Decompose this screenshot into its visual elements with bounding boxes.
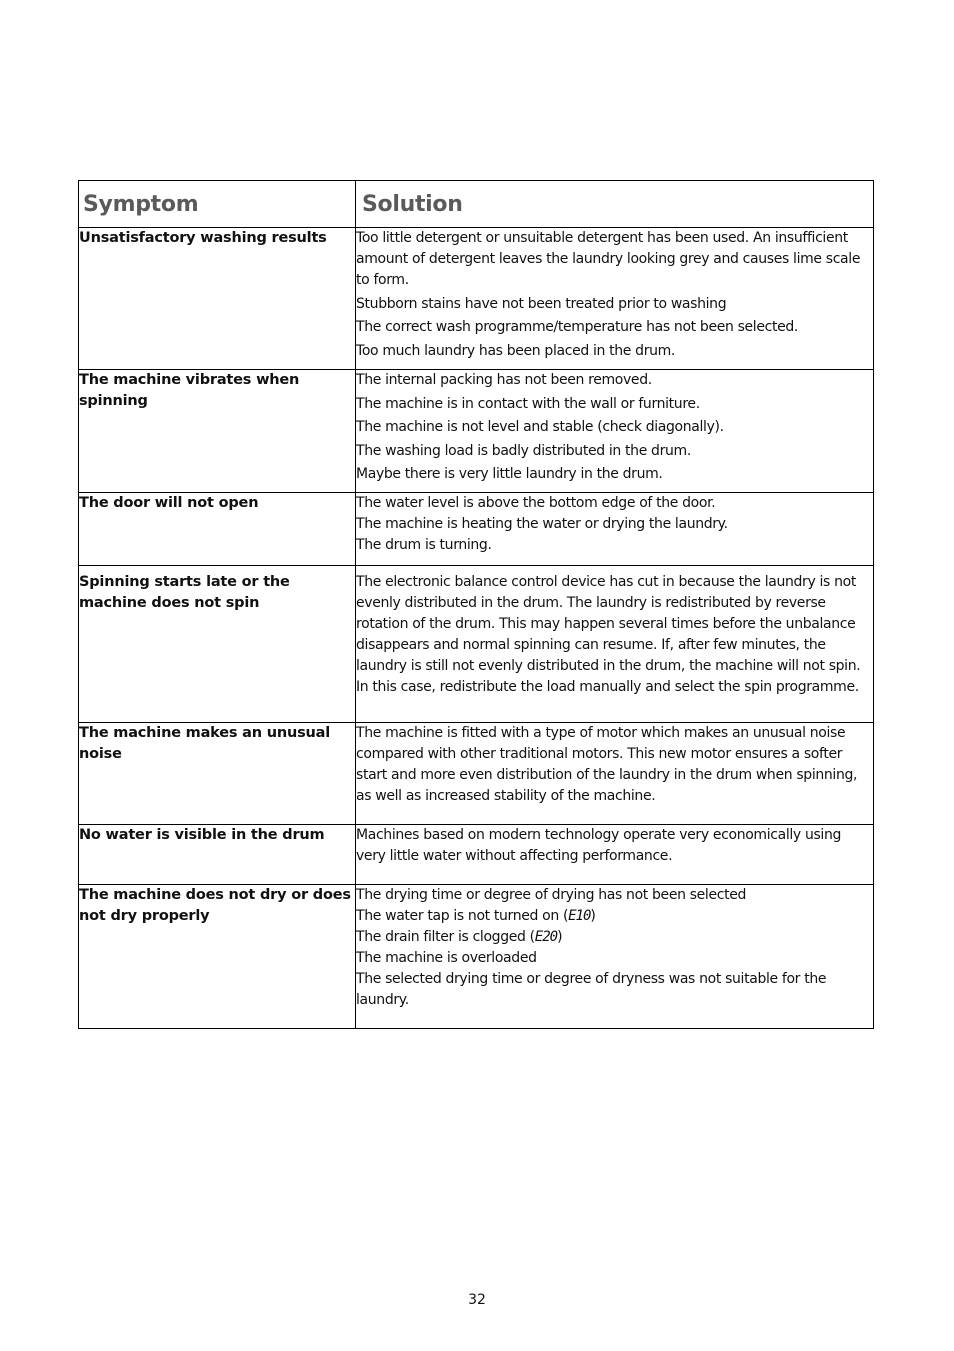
error-code-e20: E20	[534, 929, 558, 945]
solution-item: The washing load is badly distributed in the drum.	[356, 442, 691, 459]
table-row	[79, 885, 874, 1029]
table-row	[79, 566, 874, 723]
solution-text: )	[557, 929, 563, 945]
symptom-cell: The machine vibrates when spinning	[79, 370, 356, 493]
table-header-row	[79, 181, 874, 228]
solution-item: The correct wash programme/temperature has not been selected.	[356, 319, 798, 335]
solution-item: Too much laundry has been placed in the drum.	[356, 342, 676, 359]
symptom-cell: No water is visible in the drum	[79, 825, 356, 885]
solution-item: The selected drying time or degree of dryness was not suitable for the laundry.	[356, 971, 827, 1008]
solution-item: The machine is in contact with the wall or furniture.	[356, 395, 700, 412]
troubleshooting-table	[78, 180, 874, 1029]
solution-item: The internal packing has not been removed.	[356, 372, 652, 388]
solution-cell	[356, 493, 874, 566]
error-code-e10: E10	[568, 908, 591, 924]
solution-item: The electronic balance control device has cut in because the laundry is not evenly distributed in the drum. The laundry is redistributed by reverse rotation of the drum. This may happen several times before the unbalance disappears and normal spinning can resume. If, after few minutes, the laundry is still not evenly distributed in the drum, the machine will not spin. In this case, redistribute the load manually and select the spin programme.	[356, 574, 861, 695]
table-row	[79, 493, 874, 566]
symptom-cell: The machine makes an unusual noise	[79, 723, 356, 825]
symptom-cell: Spinning starts late or the machine does not spin	[79, 566, 356, 723]
solution-cell	[356, 228, 874, 370]
solution-item	[356, 906, 873, 927]
solution-text: )	[590, 908, 596, 924]
solution-cell	[356, 723, 874, 825]
solution-cell	[356, 370, 874, 493]
solution-column-header: Solution	[356, 181, 874, 228]
solution-cell	[356, 566, 874, 723]
solution-cell	[356, 825, 874, 885]
symptom-cell: The machine does not dry or does not dry properly	[79, 885, 356, 1029]
symptom-column-header: Symptom	[79, 181, 356, 228]
table-row	[79, 825, 874, 885]
solution-item: The machine is heating the water or drying the laundry.	[356, 516, 728, 532]
solution-text: The water tap is not turned on (	[356, 908, 569, 924]
symptom-cell: The door will not open	[79, 493, 356, 566]
solution-item: The drum is turning.	[356, 537, 492, 553]
solution-item: The machine is overloaded	[356, 950, 537, 966]
solution-item: Maybe there is very little laundry in the drum.	[356, 466, 663, 482]
page-number: 32	[468, 1292, 486, 1308]
solution-item: The water level is above the bottom edge of the door.	[356, 495, 716, 511]
solution-item: Machines based on modern technology operate very economically using very little water without affecting performance.	[356, 827, 842, 864]
table-row	[79, 723, 874, 825]
solution-item: The drying time or degree of drying has not been selected	[356, 887, 747, 903]
solution-item: The machine is fitted with a type of motor which makes an unusual noise compared with other traditional motors. This new motor ensures a softer start and more even distribution of the laundry in the drum when spinning, as well as increased stability of the machine.	[356, 725, 858, 804]
table-row	[79, 228, 874, 370]
solution-item: Too little detergent or unsuitable detergent has been used. An insufficient amount of detergent leaves the laundry looking grey and causes lime scale to form.	[356, 230, 861, 288]
table-row	[79, 370, 874, 493]
solution-item: Stubborn stains have not been treated prior to washing	[356, 295, 727, 312]
solution-item: The machine is not level and stable (check diagonally).	[356, 419, 724, 435]
solution-cell	[356, 885, 874, 1029]
solution-item	[356, 927, 873, 948]
solution-text: The drain filter is clogged (	[356, 929, 535, 945]
symptom-cell: Unsatisfactory washing results	[79, 228, 356, 370]
